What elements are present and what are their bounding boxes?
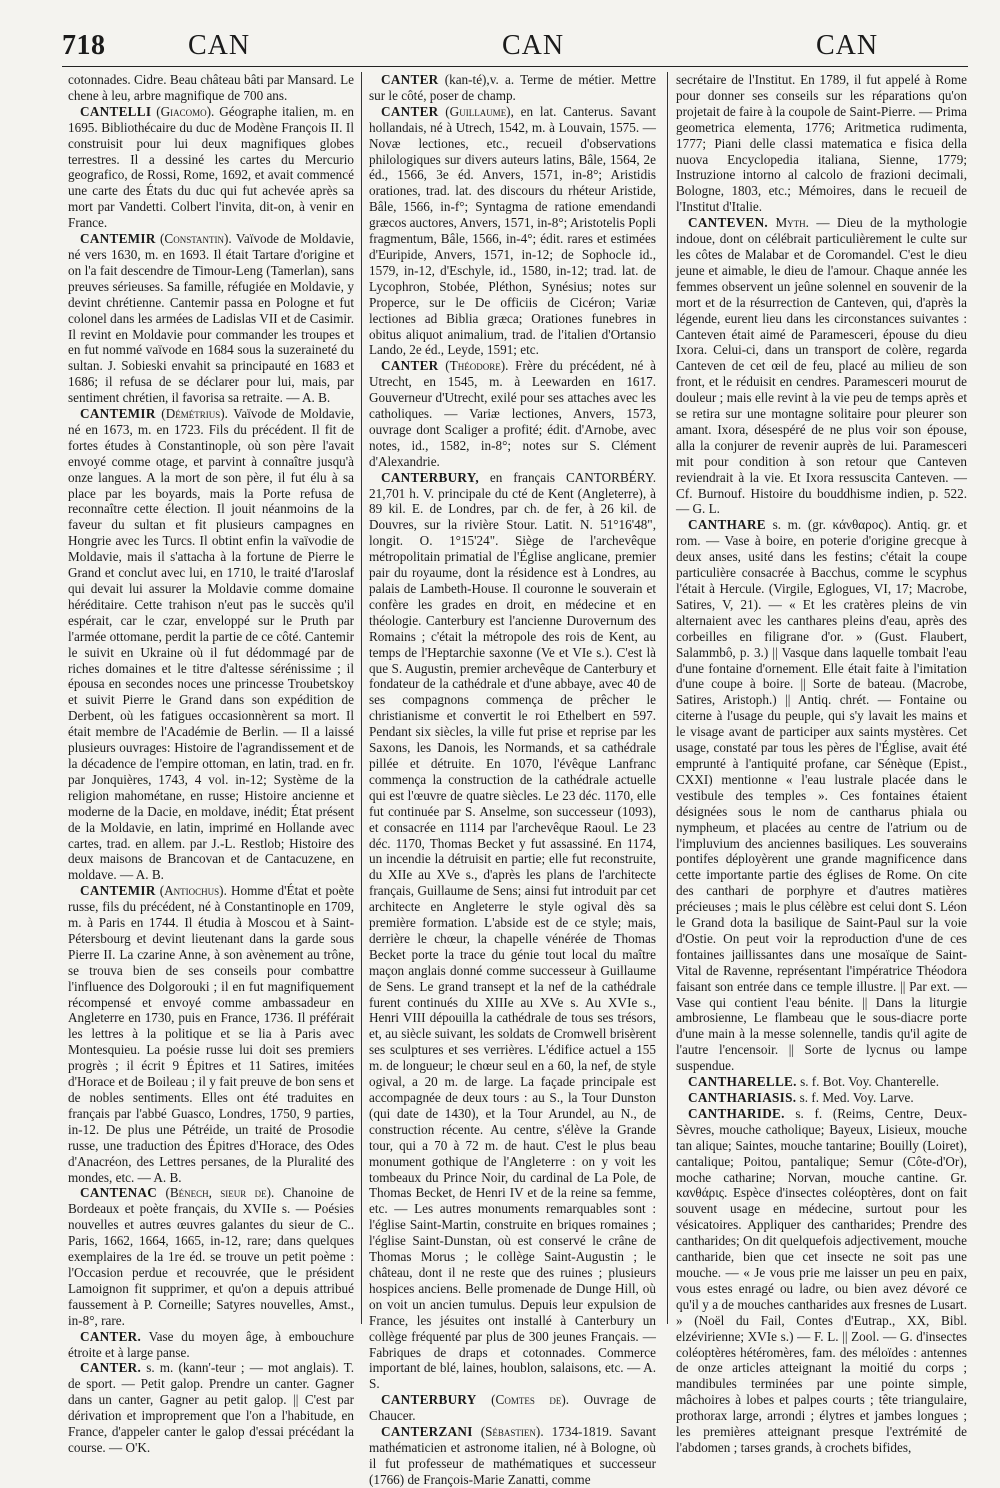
entry-text: s. m. (kann'-teur ; — mot anglais). T. de sport. — Petit galop. Prendre un canter. Gagner dans un canter, Gagner au petit galop. || C'est par dérivation et improprement que l'on a l'habitude, en France, d'appeler canter le galop d'essai précédant la course. — O'K. bbox=[68, 1360, 355, 1455]
dictionary-entry bbox=[369, 358, 656, 469]
dictionary-entry bbox=[676, 1074, 967, 1090]
entry-headword: CANTHARIASIS. bbox=[688, 1090, 797, 1105]
entry-qualifier: (Sébastien). bbox=[480, 1424, 544, 1440]
entry-headword: CANTHARELLE. bbox=[688, 1074, 797, 1090]
text-column-middle bbox=[369, 72, 657, 1487]
running-header bbox=[62, 26, 968, 67]
guide-word-left: CAN bbox=[188, 30, 251, 61]
entry-continuation bbox=[676, 72, 967, 215]
entry-text: s. f. Bot. Voy. Chanterelle. bbox=[800, 1074, 940, 1090]
entry-text: Homme d'État et poète russe, fils du précédent, né à Constantinople en 1709, m. à Paris en 1744. Il étudia à Moscou et à Saint-Pétersbourg et devint lieutenant dans la garde sous Pierre II. La czarine Anne, à son avènement au trône, se trouva bien de ses conseils pour combattre l'influence des Dolgorouki ; il en fut magnifiquement récompensé et envoyé comme ambassadeur en Angleterre en 1730, puis en France, 1736. Il préférait les lettres à la politique et se lia à Paris avec Montesquieu. La poésie russe lui doit ses premiers progrès ; il écrit 9 Épitres et 11 Satires, imitées d'Horace et de Boileau ; il y fait preuve de bon sens et de nobles sentiments. Elles ont été traduites en français par l'abbé Guasco, Londres, 1750, 9 parties, in-12. De plus une Pétréide, un traité de Prosodie russe, une traduction des Épitres d'Horace, des Odes d'Anacréon, des Lettres persanes, de la Pluralité des mondes, etc. — A. B. bbox=[68, 883, 354, 1185]
entry-qualifier: (Antiochus). bbox=[159, 883, 227, 899]
text-column-right bbox=[676, 72, 968, 1455]
entry-headword: CANTERBURY bbox=[381, 1392, 477, 1408]
entry-headword: CANTER. bbox=[80, 1328, 142, 1344]
dictionary-entry bbox=[676, 517, 967, 1074]
entry-headword: CANTEVEN. bbox=[688, 215, 769, 231]
entry-text: s. m. (gr. κάνθαρος). Antiq. gr. et rom. — Vase à boire, en poterie d'origine grecque à deux anses, usité dans les festins; c'était la coupe particulière consacrée à Bacchus, comme le scyphus l'était à Hercule. (Virgile, Eglogues, VI, 17; Macrobe, Satires, V, 21). — « Et les cratères pleins de vin alternaient avec les canthares pleins d'eau, après des corbeilles en filigrane d'or. » (Gust. Flaubert, Salammbô, p. 3.) || Vasque dans laquelle tombait l'eau d'une fontaine d'ornement. Elle était faite à l'imitation d'une coupe à boire. || Sorte de bateau. (Macrobe, Satires, Aristoph.) || Antiq. chrét. — Fontaine ou citerne à l'usage du peuple, qui s'y lavait les mains et le visage avant de participer aux saints mystères. Cet usage, constaté par tous les pères de l'Église, avait été emprunté à l'antiquité profane, car Sénèque (Epist., CXXI) mentionne « l'eau lustrale placée dans le vestibule des temples ». Ces fontaines étaient désignées sous le nom de cantharus phiala ou nympheum, et placées au centre de l'atrium ou de l'impluvium des anciennes basiliques. Les souverains pontifes déployèrent une grande magnificence dans cette importante partie des églises de Rome. On cite des canthari de porphyre et d'autres matières précieuses ; mais le plus célèbre est celui dont S. Léon le Grand dota la basilique de Saint-Paul sur la voie d'Ostie. On peut voir la reproduction d'une de ces fontaines jaillissantes dans une mosaïque de Saint-Vital de Ravenne, représentant l'impératrice Théodora faisant son entrée dans ce temple illustre. || Par ext. — Vase qui contient l'eau bénite. || Dans la liturgie ambrosienne, Le flambeau que le sous-diacre porte d'une main à la messe solennelle, tandis qu'il agite de l'autre l'encensoir. || Sorte de lycnus ou lampe suspendue. bbox=[676, 517, 967, 1074]
entry-qualifier: (Comtes de). bbox=[491, 1392, 570, 1408]
entry-qualifier: (Démétrius). bbox=[161, 406, 228, 422]
entry-text: Géographe italien, m. en 1695. Bibliothécaire du duc de Modène François II. Il construisit pour lui deux magnifiques globes terrestres. Il a dessiné les cartes du Mercurio geografico, de Rossi, Rome, 1692, et avait commencé une carte des États du duc qui fut achevée après sa mort par Vandetti. Colbert l'invita, dit-on, à venir en France. bbox=[68, 103, 355, 231]
entry-headword: CANTEMIR bbox=[80, 406, 156, 422]
dictionary-entry bbox=[369, 72, 656, 104]
dictionary-entry bbox=[369, 1424, 656, 1488]
entry-text: Vaïvode de Moldavie, né vers 1630, m. en 1693. Il était Tartare d'origine et on l'a fait descendre de Timour-Leng (Tamerlan), sans preuves sérieuses. Sa famille, réfugiée en Moldavie, y devint chrétienne. Cantemir passa en Pologne et fut colonel dans les armées de Ladislas VII et de Casimir. Il revint en Moldavie pour commander les troupes et en fut nommé vaïvode en 1684 sous la suzeraineté du sultan. J. Sobieski envahit sa principauté en 1683 et 1686; il refusa de se déclarer pour lui, mais, par sentiment chrétien, il favorisa sa retraite. — A. B. bbox=[68, 231, 355, 406]
entry-text: (kan-té),v. a. Terme de métier. Mettre sur le côté, poser de champ. bbox=[369, 72, 656, 103]
entry-text: cotonnades. Cidre. Beau château bâti par Mansard. Le chene à leu, arbre magnifique de 700 ans. bbox=[68, 72, 354, 103]
text-column-left bbox=[68, 72, 355, 1455]
entry-text: Frère du précédent, né à Utrecht, en 1545, m. à Leewarden en 1617. Gouverneur d'Utrecht, exilé pour ses attaches avec les catholiques. — Variæ lectiones, Anvers, 1573, ouvrage dont Scaliger a profité; édit. d'Arnobe, avec notes, id., 1582, in-8°; notes sur S. Clément d'Alexandrie. bbox=[369, 358, 656, 469]
entry-text: s. f. Med. Voy. Larve. bbox=[799, 1090, 914, 1105]
entry-headword: CANTER bbox=[381, 103, 439, 119]
entry-text: en lat. Canterus. Savant hollandais, né à Utrech, 1542, m. à Louvain, 1575. — Novæ lectiones, etc., recueil d'observations philologiques sur divers auteurs latins, Bâle, 1564, 2e éd., 1566, 3e éd. Anvers, 1571, in-8°; Aristidis orationes, trad. lat. des discours du rhéteur Aristide, Bâle, 1566, in-f°; Syntagma de ratione emendandi græcos auctores, Anvers, 1571, in-8°; Aristotelis Popli fragmentum, Bâle, 1566, in-4°; édit. rares et estimées d'Euripide, Anvers, 1571, in-12; de Sophocle id., 1579, in-12, d'Eschyle, id., 1580, in-12; trad. lat. de Lycophron, Stobée, Pléthon, Synésius; notes sur Properce, sur le De officiis de Cicéron; Variæ lectiones ad Biblia græca; Orationes funebres in obitus aliquot animalium, trad. de l'italien d'Ortansio Lando, 2e éd., Leyde, 1591; etc. bbox=[369, 103, 656, 358]
dictionary-entry bbox=[68, 1185, 354, 1328]
guide-word-right: CAN bbox=[816, 30, 879, 61]
dictionary-entry bbox=[68, 104, 354, 231]
entry-headword: CANTELLI bbox=[80, 103, 152, 119]
dictionary-entry bbox=[369, 104, 656, 359]
dictionary-entry bbox=[68, 1360, 354, 1455]
column-divider bbox=[667, 72, 668, 1324]
entry-text: — Dieu de la mythologie indoue, dont on célébrait particulièrement le culte sur les côtes de Malabar et de Coromandel. C'est le dieu jeune et aimable, le dieu de l'amour. Chaque année les femmes observent un jeûne solennel en souvenir de la mort et de la résurrection de Canteven, qui, d'après la légende, eurent lieu dans les circonstances suivantes : Canteven était aimé de Paramesceri, épouse du dieu Ixora. Celui-ci, dans un transport de colère, regarda Canteven de cet œil de feu, placé au milieu de son front, et le réduisit en cendres. Paramesceri mourut de douleur ; mais elle revint à la vie peu de temps après et se retira sur une montagne solitaire pour pleurer son amant. Ixora, désespéré de ne plus voir son épouse, alla la conjurer de revenir auprès de lui. Paramesceri mit pour condition à son retour que Canteven reviendrait à la vie. Et Ixora ressuscita Canteven. — Cf. Burnouf. Histoire du bouddhisme indien, p. 522. — G. L. bbox=[676, 215, 968, 517]
entry-headword: CANTENAC bbox=[80, 1185, 158, 1201]
entry-text: Ouvrage de Chaucer. bbox=[369, 1392, 656, 1424]
entry-headword: CANTER bbox=[381, 358, 439, 374]
dictionary-entry bbox=[369, 1392, 656, 1424]
dictionary-entry bbox=[369, 470, 656, 1393]
entry-text: 1734-1819. Savant mathématicien et astronome italien, né à Bologne, où il fut professeur de mathématiques et successeur (1766) de François-Marie Zanatti, comme bbox=[369, 1424, 657, 1487]
entry-qualifier: Myth. bbox=[775, 215, 809, 231]
entry-headword: CANTEMIR bbox=[80, 883, 156, 899]
dictionary-entry bbox=[676, 1090, 967, 1106]
entry-qualifier: (Bénech, sieur de). bbox=[165, 1185, 275, 1201]
entry-text: Vaïvode de Moldavie, né en 1673, m. en 1723. Fils du précédent. Il fit de fortes études à Constantinople, où son père l'avait envoyé comme otage, et parvint à connaître jusqu'à onze langues. A la mort de son père, il fut élu à sa place par les boyards, mais la Porte refusa de reconnaître cette élection. Il jouit néanmoins de la faveur du sultan et fit plusieurs campagnes en Hongrie avec les Turcs. Il obtint enfin la vaïvodie de Moldavie, mais il s'attacha à la fortune de Pierre le Grand et conclut avec lui, en 1710, le traité d'Iaroslaf qui devait lui assurer la Moldavie comme domaine héréditaire. Cette trahison n'eut pas le succès qu'il espérait, car le czar, enveloppé sur le Pruth par l'armée ottomane, perdit la partie de ce côté. Cantemir le suivit en Ukraine où il fut dédommagé par de riches domaines et le titre d'altesse sérénissime ; il épousa en secondes noces une princesse Troubetskoy et suivit Pierre le Grand dans son expédition de Derbent, où les fatigues occasionnèrent sa mort. Il était membre de l'Académie de Berlin. — Il a laissé plusieurs ouvrages: Histoire de l'agrandissement et de la décadence de l'empire ottoman, en latin, trad. en fr. par Jonquières, 1743, 4 vol. in-12; Système de la religion mahométane, en russe; Histoire ancienne et moderne de la Dacie, en moldave, inédit; État présent de la Moldavie, en latin, imprimé en Hollande avec cartes, trad. en allem. par J.-L. Restlob; Histoire des deux maisons de Brancovan et de Cantacuzene, en moldave. — A. B. bbox=[68, 406, 355, 883]
entry-text: en français CANTORBÉRY. 21,701 h. V. principale du cté de Kent (Angleterre), à 89 kil. E. de Londres, par ch. de fer, à 26 kil. de Douvres, sur la rivière Stour. Latit. N. 51°16'48", longit. O. 1°15'24". Siège de l'archevêque métropolitain primatial de l'Église anglicane, premier pair du royaume, dont la résidence est à Londres, au palais de Lambeth-House. Il couronne le souverain et confère les grades en droit, en médecine et en théologie. Canterbury est l'ancienne Durovernum des Romains ; c'était la métropole des rois de Kent, au temps de l'Heptarchie saxonne (Ve et VIe s.). C'est là que S. Augustin, premier archevêque de Canterbury et fondateur de la cathédrale et d'une abbaye, avec 40 de ses compagnons commença de prêcher le christianisme et convertit le roi Ethelbert en 597. Pendant six siècles, la ville fut prise et reprise par les Saxons, les Danois, les Normands, et sa cathédrale pillée et détruite. En 1070, l'évêque Lanfranc commença la construction de la cathédrale actuelle qui est l'œuvre de quatre siècles. Le 23 déc. 1170, elle fut continuée par S. Anselme, son successeur (1093), et consacrée en 1114 par l'archevêque Raoul. Le 23 déc. 1170, Thomas Becket y fut assassiné. En 1174, un incendie la détruisit en partie; elle fut reconstruite, du XIIe au XVe s., d'après les plans de l'architecte français, Guillaume de Sens; ainsi fut introduit par cet architecte en Angleterre le style ogival dès sa première formation. L'abside est de ce style; mais, derrière le chœur, la chapelle vénérée de Thomas Becket porte la trace du génie tout local du maître maçon anglais donné comme successeur à Guillaume de Sens. Le grand transept et la nef de la cathédrale furent continués du XIIIe au XVe s. Au XVIe s., Henri VIII dépouilla la cathédrale de tous ses trésors, et, au siècle suivant, les soldats de Cromwell brisèrent ses sculptures et ses verrières. L'édifice actuel a 155 m. de longueur; le chœur seul en a 60, la nef, de style ogival, a 20 m. de large. La façade principale est accompagnée de deux tours : au S., la Tour Dunston (qui date de 1430), et la Tour Arundel, au N., de construction récente. Au centre, s'élève la Grande tour, qui a 70 à 72 m. de haut. C'est le plus beau monument gothique de l'Angleterre : on y voit les tombeaux du Prince Noir, du cardinal de La Pole, de Thomas Becket, de Henri IV et de la reine sa femme, etc. — Les autres monuments remarquables sont : l'église Saint-Martin, construite en briques romaines ; l'église Saint-Dunstan, où est conservé le crâne de Thomas Morus ; le collège Saint-Augustin ; le château, dont il ne reste que des ruines ; plusieurs hospices anciens. Belle promenade de Dunge Hill, où on voit un ancien tumulus. Depuis leur expulsion de France, les jésuites ont installé à Canterbury un collège fréquenté par plus de 300 jeunes Français. — Fabriques de draps et cotonnades. Commerce important de blé, laines, houblon, salaisons, etc. — A. S. bbox=[369, 469, 656, 1392]
dictionary-entry bbox=[676, 1106, 967, 1456]
entry-headword: CANTER. bbox=[80, 1360, 142, 1376]
dictionary-entry bbox=[68, 406, 354, 883]
column-divider bbox=[361, 72, 362, 1324]
entry-headword: CANTER bbox=[381, 72, 439, 87]
dictionary-entry bbox=[68, 1329, 354, 1361]
entry-text: Vase du moyen âge, à embouchure étroite et à large panse. bbox=[68, 1328, 355, 1360]
entry-text: secrétaire de l'Institut. En 1789, il fut appelé à Rome pour donner ses conseils sur les réparations qu'on projetait de faire à la coupole de Saint-Pierre. — Prima geometrica elementa, 1776; Aritmetica rudimenta, 1777; Piani delle classi matematica e fisica della nuova Encyclopedia italiana, Sienne, 1779; Instruzione intorno al calcolo de frazioni decimali, Bologne, 1803, etc.; Mémoires, dans le recueil de l'Institut d'Italie. bbox=[676, 72, 967, 215]
entry-qualifier: (Théodore). bbox=[445, 358, 509, 374]
entry-text: Chanoine de Bordeaux et poète français, du XVIIe s. — Poésies nouvelles et autres œuvres galantes du sieur de C.. Paris, 1662, 1664, 1665, in-12, rare; dans quelques exemplaires de la 1re éd. se trouve un petit poème : l'Occasion perdue et recouvrée, que le président Lamoignon fit supprimer, et qu'on a depuis attribué faussement à P. Corneille; Satyres nouvelles, Amst., in-8°, rare. bbox=[68, 1185, 355, 1328]
entry-headword: CANTERBURY, bbox=[381, 469, 479, 485]
entry-continuation bbox=[68, 72, 354, 104]
entry-qualifier: (Constantin). bbox=[160, 231, 232, 247]
entry-text: s. f. (Reims, Centre, Deux-Sèvres, mouche catholique; Bayeux, Lisieux, mouche tan alique; Saintes, mouche tantarine; Bouilly (Loiret), cantalique; Poitou, pantalique; Semur (Côte-d'Or), moche catharine; Norvan, mouche cantine. Gr. κανθάρις. Espèce d'insectes coléoptères, dont on fait souvent usage en médecine, surtout pour les vésicatoires. Appliquer des cantharides; Prendre des cantharides; On dit quelquefois adjectivement, mouche cantharide, bien que cet insecte ne soit pas une mouche. — « Je vous prie me laisser un peu en paix, vous estes enragé ou ladre, ou bien avez dévoré ce qu'il y a de mouches cantharides aux fresnes de Lusart. » (Noël du Fail, Contes d'Eutrap., XX, Bibl. elzévirienne; XVIe s.) — F. L. || Zool. — G. d'insectes coléoptères hétéromères, fam. des méloïdes : antennes de onze articles atteignant la moitié du corps ; mandibules terminées par une pointe simple, mâchoires à lobes et palpes courts ; tête triangulaire, prothorax large, arrondi ; élytres et jambes longues ; les premières atteignant presque l'extrémité de l'abdomen ; tarses grands, à crochets bifides, bbox=[676, 1105, 967, 1455]
guide-word-center: CAN bbox=[502, 30, 565, 61]
entry-qualifier: (Guillaume), bbox=[445, 103, 514, 119]
dictionary-entry bbox=[676, 215, 967, 517]
dictionary-entry bbox=[68, 231, 354, 406]
entry-headword: CANTEMIR bbox=[80, 231, 156, 247]
page-number: 718 bbox=[62, 30, 106, 61]
entry-headword: CANTHARIDE. bbox=[688, 1105, 785, 1121]
entry-qualifier: (Giacomo). bbox=[156, 103, 215, 119]
entry-headword: CANTERZANI bbox=[381, 1424, 473, 1440]
dictionary-entry bbox=[68, 883, 354, 1185]
entry-headword: CANTHARE bbox=[688, 517, 766, 533]
